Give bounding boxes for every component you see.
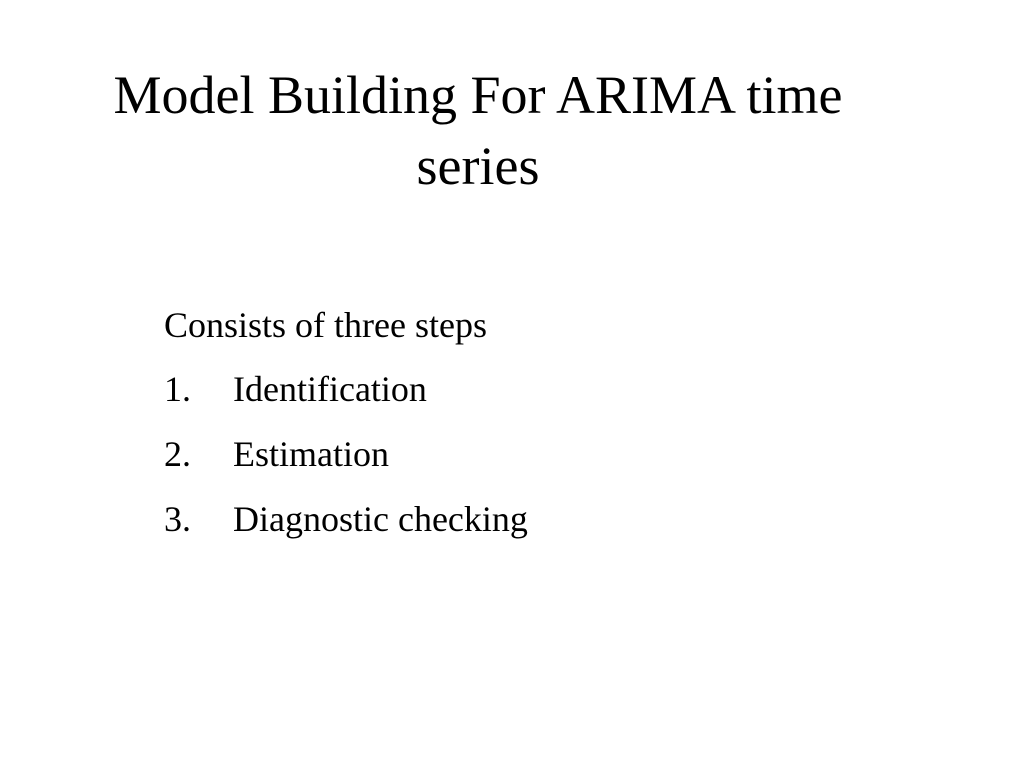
slide-body: [164, 300, 964, 559]
step-label: Identification: [233, 369, 427, 409]
step-number: 2.: [164, 434, 191, 474]
list-item: [164, 494, 964, 559]
slide-title-line-1: Model Building For ARIMA time: [113, 65, 843, 125]
step-label: Diagnostic checking: [233, 499, 528, 539]
steps-list: [164, 364, 964, 559]
step-label: Estimation: [233, 434, 389, 474]
list-item: [164, 364, 964, 429]
step-number: 1.: [164, 369, 191, 409]
step-number: 3.: [164, 499, 191, 539]
intro-text: Consists of three steps: [164, 305, 487, 345]
slide-title-line-2: series: [416, 136, 540, 196]
slide-title: [0, 60, 956, 202]
list-item: [164, 429, 964, 494]
